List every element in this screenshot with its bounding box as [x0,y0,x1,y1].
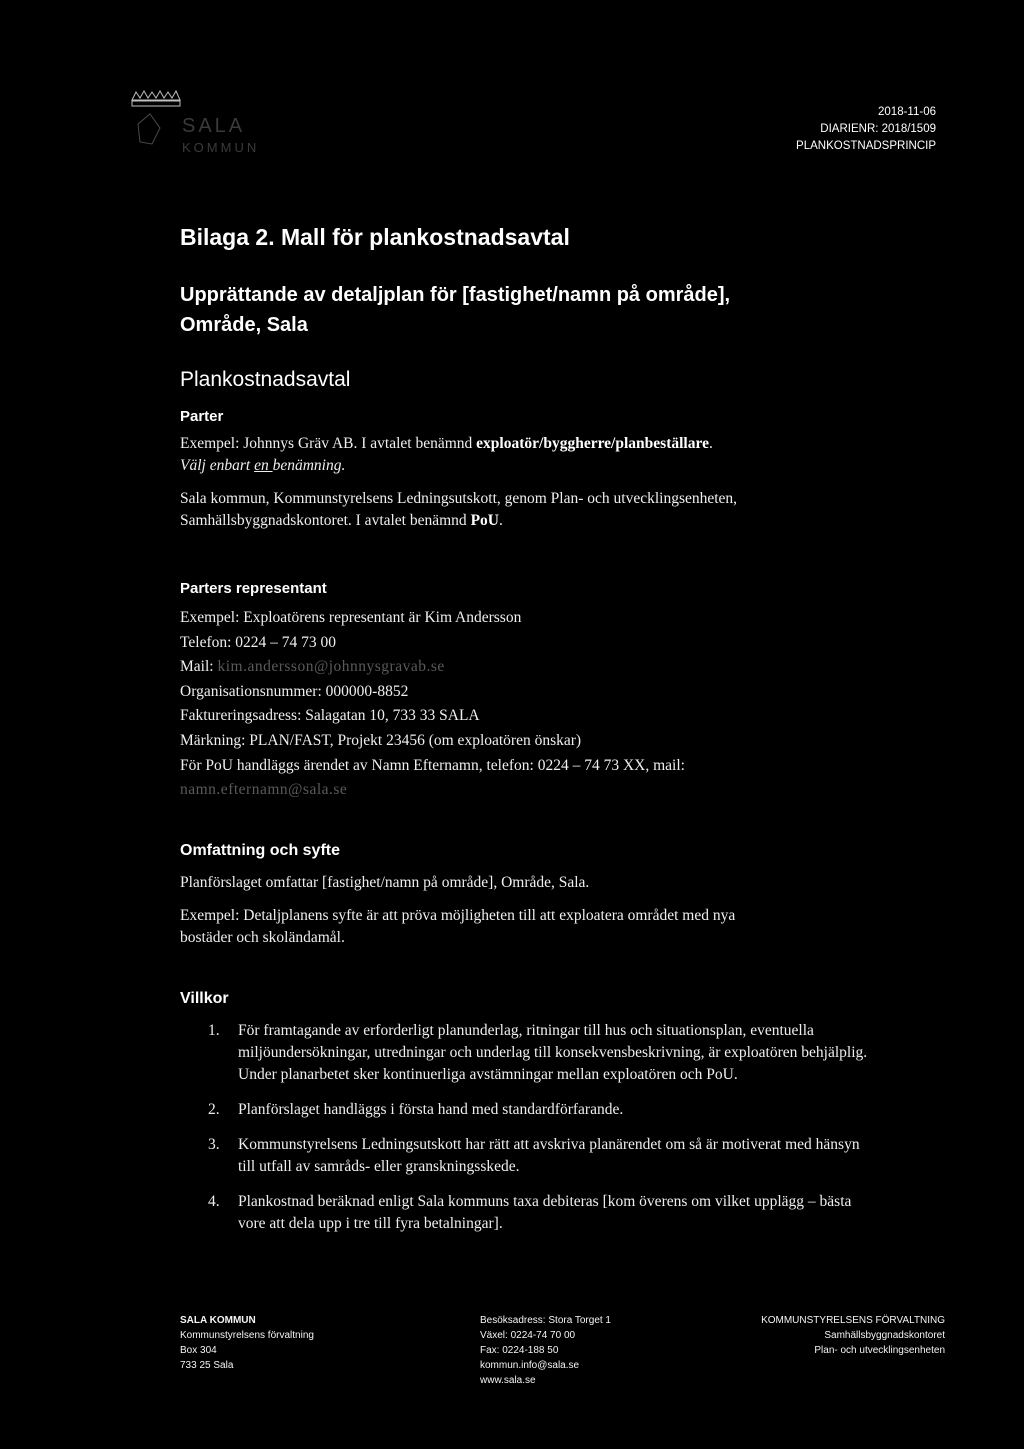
parter-exempel-text: Exempel: Johnnys Gräv AB. I avtalet benämnd [180,435,477,452]
footer-contact-email[interactable]: kommun.info@sala.se [480,1360,580,1371]
list-item-number: 2. [208,1101,220,1118]
parter-sala-line-1: Sala kommun, Kommunstyrelsens Ledningsutskott, genom Plan- och utvecklingsenheten, [180,490,738,507]
pou-mail-link[interactable]: namn.efternamn@sala.se [180,781,348,798]
page-title: Bilaga 2. Mall för plankostnadsavtal [180,224,570,250]
omfattning-line-1: Planförslaget omfattar [fastighet/namn på område], Område, Sala. [180,874,590,891]
rep-orgnr: Organisationsnummer: 000000-8852 [180,682,409,700]
parter-sala-line-2: Samhällsbyggnadskontoret. I avtalet benämnd [180,512,471,529]
parter-exempel [180,433,880,455]
list-item [200,1099,880,1121]
list-item-number: 3. [208,1136,220,1153]
logo-text-sala: SALA [182,115,246,137]
document-meta [796,104,936,155]
crown-crest-icon [130,88,280,168]
pou-handlaggare [180,754,880,802]
footer-forvaltning-line: Samhällsbyggnadskontoret [824,1330,945,1341]
list-item-number: 4. [208,1193,220,1210]
section-title-plankostnadsavtal: Plankostnadsavtal [180,368,351,391]
list-item [200,1134,880,1178]
footer-col-kommun [180,1313,314,1373]
footer-contact-phone: Växel: 0224-74 70 00 [480,1330,576,1341]
list-item [200,1020,880,1086]
footer-kommun-line: 733 25 Sala [180,1360,234,1371]
heading-villkor: Villkor [180,990,229,1007]
rep-mail-link[interactable]: kim.andersson@johnnysgravab.se [217,658,445,675]
footer-forvaltning-line: Plan- och utvecklingsenheten [814,1345,945,1356]
syfte-line-2: bostäder och skoländamål. [180,929,345,946]
footer-kommun-line: Kommunstyrelsens förvaltning [180,1330,314,1341]
rep-exempel: Exempel: Exploatörens representant är Kim Andersson [180,609,522,626]
heading-representant: Parters representant [180,580,327,597]
footer-kommun-line: Box 304 [180,1345,217,1356]
representant-block [180,606,880,753]
rep-mail [180,655,880,680]
parter-exempel-bold: exploatör/byggherre/planbeställare [476,435,709,452]
list-item-text: Planförslaget handläggs i första hand med standardförfarande. [238,1101,624,1118]
syfte-line-1: Exempel: Detaljplanens syfte är att pröva möjligheten till att exploatera området med nya [180,907,736,924]
document-type: PLANKOSTNADSPRINCIP [796,140,936,152]
valj-underlined: en [254,457,273,474]
parter-valj [180,455,880,477]
parter-sala [180,488,880,532]
logo-text-kommun: KOMMUN [182,140,260,155]
subtitle-line-2: Område, Sala [180,314,308,336]
footer-contact-fax: Fax: 0224-188 50 [480,1345,559,1356]
heading-omfattning: Omfattning och syfte [180,842,341,859]
valj-text-end: benämning. [272,457,346,474]
footer-col-forvaltning [761,1313,945,1358]
rep-mail-label: Mail: [180,658,218,675]
villkor-list [200,1020,880,1248]
list-item [200,1191,880,1235]
parter-sala-pou: PoU [470,512,499,529]
list-item-text: Plankostnad beräknad enligt Sala kommuns taxa debiteras [kom överens om vilket upplägg – bästa vore att dela upp i tre till fyra betalningar]. [238,1193,852,1232]
list-item-text: För framtagande av erforderligt planunderlag, ritningar till hus och situationsplan, eventuella miljöundersökningar, utredningar och underlag till konsekvensbeskrivning, är exploatören behjälplig. Under planarbetet sker kontinuerliga avstämningar mellan exploatören och PoU. [238,1022,868,1083]
rep-faktura: Faktureringsadress: Salagatan 10, 733 33 SALA [180,707,480,724]
footer-kommun-title: SALA KOMMUN [180,1315,256,1326]
subtitle-line-1: Upprättande av detaljplan för [fastighet/namn på område], [180,284,731,306]
footer-forvaltning-title: KOMMUNSTYRELSENS FÖRVALTNING [761,1315,945,1326]
document-date: 2018-11-06 [878,106,936,118]
parter-exempel-end: . [708,435,713,452]
list-item-number: 1. [208,1022,220,1039]
pou-line: För PoU handläggs ärendet av Namn Efternamn, telefon: 0224 – 74 73 XX, mail: [180,757,685,774]
footer-col-contact [480,1313,611,1388]
parter-sala-end: . [498,512,503,529]
rep-telefon: Telefon: 0224 – 74 73 00 [180,633,337,651]
footer-contact-address: Besöksadress: Stora Torget 1 [480,1315,611,1326]
subtitle [180,280,900,340]
diarienr: DIARIENR: 2018/1509 [820,123,936,135]
footer-contact-website[interactable]: www.sala.se [480,1375,536,1386]
omfattning-syfte [180,905,880,949]
sala-kommun-logo [130,88,280,168]
heading-parter: Parter [180,408,224,425]
list-item-text: Kommunstyrelsens Ledningsutskott har rätt att avskriva planärendet om så är motiverat med hänsyn till utfall av samråds- eller granskningsskede. [238,1136,860,1175]
rep-markning: Märkning: PLAN/FAST, Projekt 23456 (om exploatören önskar) [180,731,582,749]
valj-text: Välj enbart [180,457,255,474]
